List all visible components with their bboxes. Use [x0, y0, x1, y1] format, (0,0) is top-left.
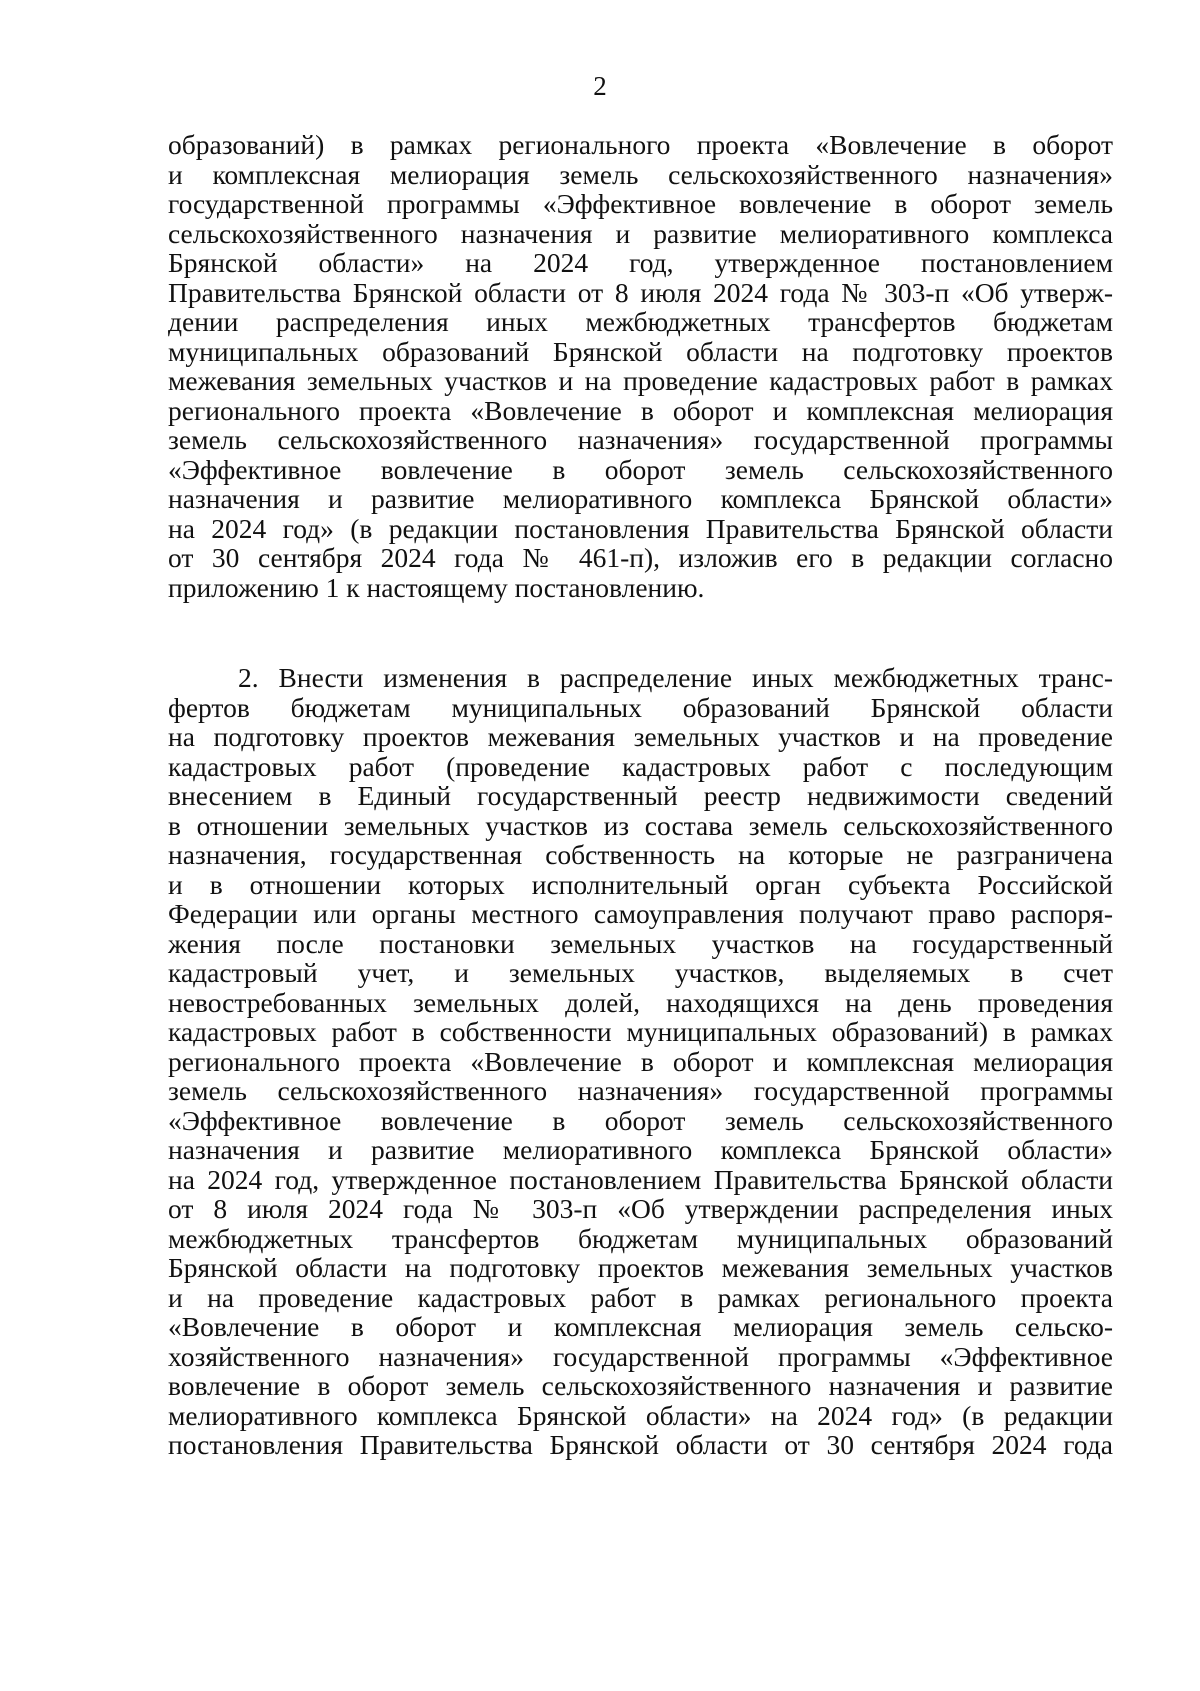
text-line: приложению 1 к настоящему постановлению. [168, 571, 705, 603]
text-line: невостребованных земельных долей, находящихся на день проведения [168, 986, 1113, 1018]
text-line: земель сельскохозяйственного назначения» государственной программы [168, 424, 1113, 455]
text-line: межбюджетных трансфертов бюджетам муниципальных образований [168, 1222, 1113, 1254]
text-line: кадастровых работ в собственности муниципальных образований) в рамках [168, 1016, 1113, 1047]
text-line: внесением в Единый государственный реестр недвижимости сведений [168, 780, 1113, 811]
text-line: Правительства Брянской области от 8 июля 2024 года № 303-п «Об утверж- [168, 276, 1113, 308]
text-line: жения после постановки земельных участков на государственный [168, 927, 1113, 959]
text-line: земель сельскохозяйственного назначения» государственной программы [168, 1075, 1113, 1106]
text-line: Брянской области» на 2024 год, утвержденное постановлением [168, 247, 1113, 278]
text-line: «Эффективное вовлечение в оборот земель сельскохозяйственного [168, 1104, 1113, 1136]
text-line: 2. Внести изменения в распределение иных межбюджетных транс- [238, 662, 1113, 693]
text-line: «Эффективное вовлечение в оборот земель сельскохозяйственного [168, 453, 1113, 485]
text-line: на подготовку проектов межевания земельных участков и на проведение [168, 721, 1113, 752]
text-line: и на проведение кадастровых работ в рамках регионального проекта [168, 1281, 1113, 1313]
text-line: сельскохозяйственного назначения и развитие мелиоративного комплекса [168, 217, 1113, 249]
text-line: назначения и развитие мелиоративного комплекса Брянской области» [168, 1134, 1113, 1165]
text-line: дении распределения иных межбюджетных трансфертов бюджетам [168, 306, 1113, 337]
text-line: на 2024 год, утвержденное постановлением Правительства Брянской области [168, 1163, 1113, 1195]
text-line: вовлечение в оборот земель сельскохозяйственного назначения и развитие [168, 1370, 1113, 1401]
text-line: и комплексная мелиорация земель сельскохозяйственного назначения» [168, 158, 1113, 190]
text-line: государственной программы «Эффективное вовлечение в оборот земель [168, 188, 1113, 219]
text-line: регионального проекта «Вовлечение в оборот и комплексная мелиорация [168, 1045, 1113, 1077]
text-line: фертов бюджетам муниципальных образований Брянской области [168, 691, 1113, 723]
text-line: в отношении земельных участков из состава земель сельскохозяйственного [168, 809, 1113, 841]
text-line: Федерации или органы местного самоуправления получают право распоря- [168, 898, 1113, 929]
text-line: кадастровый учет, и земельных участков, выделяемых в счет [168, 957, 1113, 988]
text-line: мелиоративного комплекса Брянской области» на 2024 год» (в редакции [168, 1399, 1113, 1431]
text-line: Брянской области на подготовку проектов межевания земельных участков [168, 1252, 1113, 1283]
text-line: назначения, государственная собственность на которые не разграничена [168, 839, 1113, 870]
text-line: образований) в рамках регионального проекта «Вовлечение в оборот [168, 129, 1113, 160]
text-line: муниципальных образований Брянской области на подготовку проектов [168, 335, 1113, 367]
text-line: хозяйственного назначения» государственной программы «Эффективное [168, 1340, 1113, 1372]
paragraph-2 [168, 663, 1113, 1460]
text-line: на 2024 год» (в редакции постановления Правительства Брянской области [168, 512, 1113, 544]
text-line: кадастровых работ (проведение кадастровых работ с последующим [168, 750, 1113, 782]
paragraph-1 [168, 130, 1113, 602]
text-line: «Вовлечение в оборот и комплексная мелиорация земель сельско- [168, 1311, 1113, 1342]
text-line: от 30 сентября 2024 года № 461-п), изложив его в редакции согласно [168, 542, 1113, 573]
text-line: постановления Правительства Брянской области от 30 сентября 2024 года [168, 1429, 1113, 1460]
text-line: регионального проекта «Вовлечение в оборот и комплексная мелиорация [168, 394, 1113, 426]
text-line: межевания земельных участков и на проведение кадастровых работ в рамках [168, 365, 1113, 396]
page-number: 2 [593, 71, 607, 101]
text-line: и в отношении которых исполнительный орган субъекта Российской [168, 868, 1113, 900]
text-line: назначения и развитие мелиоративного комплекса Брянской области» [168, 483, 1113, 514]
text-line: от 8 июля 2024 года № 303-п «Об утверждении распределения иных [168, 1193, 1113, 1224]
